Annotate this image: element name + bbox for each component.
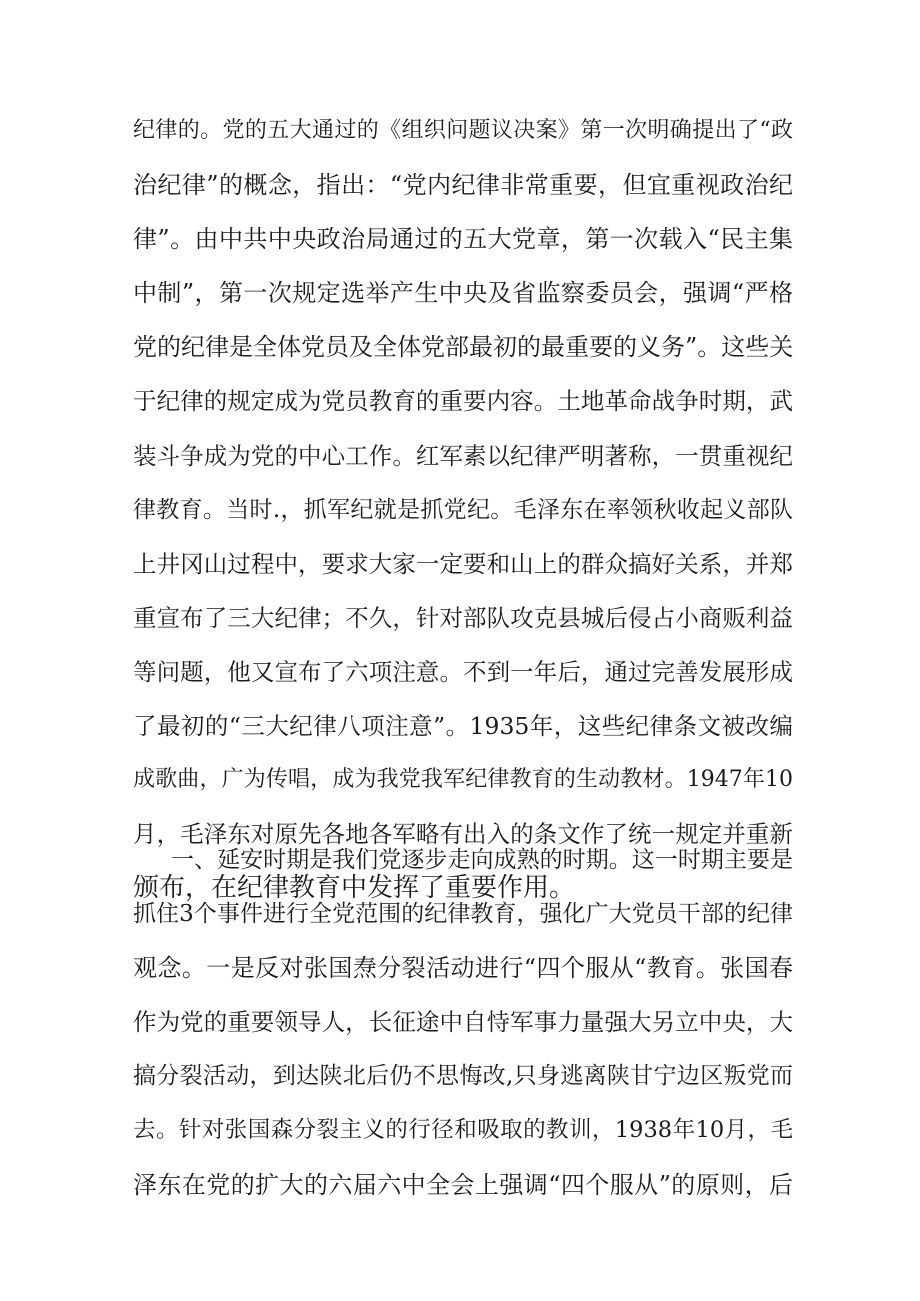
text-line: 等问题，他又宣布了六项注意。不到一年后，通过完善发展形成	[133, 657, 793, 686]
text-line: 去。针对张国森分裂主义的行径和吸取的教训，1938年10月，毛	[133, 1117, 793, 1144]
text-line: 律”。由中共中央政治局通过的五大党章，第一次载入“民主集	[133, 225, 793, 254]
text-line: 于纪律的规定成为党员教育的重要内容。土地革命战争时期，武	[133, 387, 793, 416]
text-line: 纪律的。党的五大通过的《组织问题议决案》第一次明确提出了“政	[133, 118, 793, 143]
text-line: 月，毛泽东对原先各地各军略有出入的条文作了统一规定并重新	[133, 820, 793, 849]
text-line: 治纪律”的概念，指出：“党内纪律非常重要，但宜重视政治纪	[133, 171, 793, 200]
text-line: 重宣布了三大纪律；不久，针对部队攻克县城后侵占小商贩利益	[133, 603, 793, 632]
text-line: 观念。一是反对张国焘分裂活动进行“四个服从“教育。张国春	[133, 954, 793, 983]
text-line: 律教育。当时.，抓军纪就是抓党纪。毛泽东在率领秋收起义部队	[133, 496, 793, 523]
paragraph-2	[133, 833, 793, 1212]
text-line: 泽东在党的扩大的六届六中全会上强调“四个服从”的原则，后	[133, 1170, 793, 1199]
text-line: 抓住3个事件进行全党范围的纪律教育，强化广大党员干部的纪律	[133, 901, 793, 928]
paragraph-1	[133, 104, 793, 915]
text-line: 一、延安时期是我们党逐步走向成熟的时期。这一时期主要是	[171, 847, 793, 873]
text-line: 颁布，在纪律教育中发挥了重要作用。	[133, 873, 576, 904]
text-line: 了最初的“三大纪律八项注意”。1935年，这些纪律条文被改编	[133, 712, 793, 741]
text-line: 党的纪律是全体党员及全体党部最初的最重要的义务”。这些关	[133, 333, 794, 362]
text-line: 作为党的重要领导人，长征途中自恃军事力量强大另立中央，大	[133, 1008, 793, 1037]
text-line: 装斗争成为党的中心工作。红军素以纪律严明著称，一贯重视纪	[133, 441, 793, 470]
text-line: 上井冈山过程中，要求大家一定要和山上的群众搞好关系，并郑	[133, 549, 793, 578]
text-line: 搞分裂活动，到达陕北后仍不思悔改,只身逃离陕甘宁边区叛党而	[133, 1063, 793, 1090]
text-line: 中制”，第一次规定选举产生中央及省监察委员会，强调“严格	[133, 279, 793, 308]
text-line: 成歌曲，广为传唱，成为我党我军纪律教育的生动教材。1947年10	[133, 767, 794, 793]
